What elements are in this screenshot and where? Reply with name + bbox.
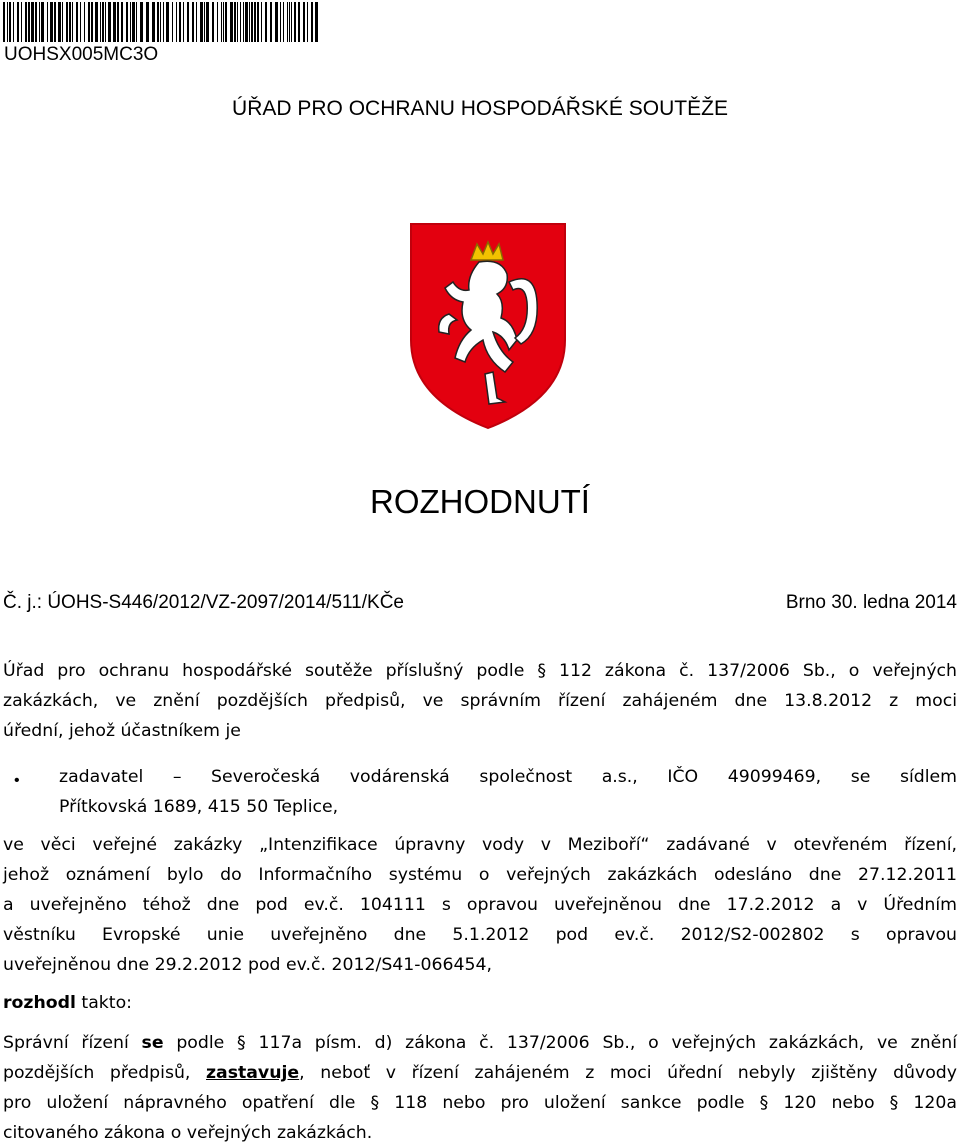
- barcode-bar: [307, 2, 308, 42]
- barcode-bar: [17, 2, 19, 42]
- barcode-bar: [13, 2, 14, 42]
- czech-coat-of-arms-icon: [409, 222, 567, 430]
- barcode-bar: [69, 2, 71, 42]
- verdict-bold-se: se: [141, 1033, 164, 1053]
- intro-line-3: úřední, jehož účastníkem je: [3, 721, 241, 741]
- barcode-bar: [217, 2, 218, 42]
- place-date: Brno 30. ledna 2014: [785, 592, 957, 613]
- office-name: ÚŘAD PRO OCHRANU HOSPODÁŘSKÉ SOUTĚŽE: [232, 97, 728, 120]
- barcode-bar: [62, 2, 63, 42]
- barcode-bar: [39, 2, 40, 42]
- barcode-bar: [160, 2, 161, 42]
- barcode-bar: [88, 2, 90, 42]
- barcode-bar: [230, 2, 233, 42]
- barcode-bar: [221, 2, 222, 42]
- barcode-bar: [166, 2, 169, 42]
- barcode-bar: [91, 2, 93, 42]
- barcode-bar: [289, 2, 290, 42]
- barcode-bar: [287, 2, 288, 42]
- barcode-bar: [113, 2, 116, 42]
- barcode-bar: [108, 2, 111, 42]
- barcode-bar: [50, 2, 53, 42]
- matter-line-3: a uveřejněno téhož dne pod ev.č. 104111 s opravou uveřejněnou dne 17.2.2012 a v Úředním: [3, 895, 957, 915]
- barcode-bar: [204, 2, 205, 42]
- verdict-line-1: [3, 1028, 957, 1058]
- barcode-bar: [146, 2, 149, 42]
- barcode-bar: [196, 2, 197, 42]
- barcode-bar: [35, 2, 37, 42]
- barcode-bar: [126, 2, 128, 42]
- participant-line-1: zadavatel – Severočeská vodárenská společnost a.s., IČO 49099469, se sídlem: [59, 767, 957, 787]
- barcode-bar: [95, 2, 98, 42]
- matter-line-2: jehož oznámení bylo do Informačního systému o veřejných zakázkách odesláno dne 27.12.2011: [3, 865, 957, 885]
- decision-keyword: rozhodl: [3, 993, 76, 1013]
- barcode-bar: [245, 2, 248, 42]
- verdict-text: , neboť v řízení zahájeném z moci úřední nebyly zjištěny důvody: [299, 1063, 958, 1083]
- barcode-bar: [152, 2, 155, 42]
- barcode-bar: [176, 2, 177, 42]
- barcode-bar: [243, 2, 244, 42]
- barcode-bar: [102, 2, 104, 42]
- decision-intro: [3, 988, 957, 1018]
- matter-line-5: uveřejněnou dne 29.2.2012 pod ev.č. 2012/S41-066454,: [3, 955, 492, 975]
- barcode-bar: [47, 2, 48, 42]
- barcode-bar: [121, 2, 123, 42]
- barcode-bar: [183, 2, 184, 42]
- barcode-bar: [270, 2, 272, 42]
- barcode-bar: [21, 2, 22, 42]
- bullet-icon: •: [14, 772, 20, 789]
- barcode-bar: [76, 2, 78, 42]
- barcode-bar: [31, 2, 34, 42]
- barcode-bar: [311, 2, 313, 42]
- barcode-bar: [157, 2, 159, 42]
- barcode-bar: [240, 2, 241, 42]
- barcode-bar: [225, 2, 227, 42]
- barcode-bar: [254, 2, 256, 42]
- verdict-line-3: pro uložení nápravného opatření dle § 118 nebo pro uložení sankce podle § 120 nebo § 120a: [3, 1093, 957, 1113]
- barcode-bar: [66, 2, 68, 42]
- barcode-bar: [261, 2, 262, 42]
- barcode-bar: [212, 2, 214, 42]
- barcode-bar: [303, 2, 305, 42]
- barcode-bar: [234, 2, 236, 42]
- verdict-text: pozdějších předpisů,: [3, 1063, 206, 1083]
- barcode-bar: [172, 2, 173, 42]
- page-title: ROZHODNUTÍ: [370, 483, 590, 520]
- barcode-bar: [265, 2, 267, 42]
- intro-line-1: Úřad pro ochranu hospodářské soutěže příslušný podle § 112 zákona č. 137/2006 Sb., o veřejných: [3, 661, 957, 681]
- barcode-bar: [179, 2, 181, 42]
- barcode-bar: [294, 2, 296, 42]
- matter-line-1: ve věci veřejné zakázky „Intenzifikace úpravny vody v Meziboří“ zadávané v otevřeném řízení,: [3, 835, 957, 855]
- barcode-bar: [187, 2, 189, 42]
- reference-number: Č. j.: ÚOHS-S446/2012/VZ-2097/2014/511/KČe: [3, 592, 404, 613]
- barcode-bar: [283, 2, 284, 42]
- barcode-bar: [9, 2, 11, 42]
- verdict-line-4: citovaného zákona o veřejných zakázkách.: [3, 1123, 373, 1143]
- decision-rest: takto:: [75, 993, 132, 1013]
- barcode-bar: [3, 2, 5, 42]
- participant-line-2: Přítkovská 1689, 415 50 Teplice,: [59, 797, 339, 817]
- barcode-bar: [117, 2, 119, 42]
- barcode-bar: [291, 2, 292, 42]
- barcode-bar: [280, 2, 281, 42]
- barcode-bar: [58, 2, 61, 42]
- barcode-bar: [84, 2, 85, 42]
- barcode-bar: [206, 2, 209, 42]
- barcode-bar: [28, 2, 30, 42]
- barcode-bar: [54, 2, 56, 42]
- barcode-bar: [72, 2, 73, 42]
- barcode-bar: [163, 2, 164, 42]
- verdict-line-2: [3, 1058, 957, 1088]
- barcode-bar: [130, 2, 131, 42]
- barcode-bar: [298, 2, 300, 42]
- barcode-bar: [7, 2, 8, 42]
- barcode-bar: [25, 2, 27, 42]
- verdict-text: podle § 117a písm. d) zákona č. 137/2006 Sb., o veřejných zakázkách, ve znění: [163, 1033, 957, 1053]
- barcode-bar: [237, 2, 238, 42]
- barcode-bar: [249, 2, 250, 42]
- barcode-bar: [80, 2, 81, 42]
- document-id: UOHSX005MC3O: [4, 44, 159, 65]
- barcode-bar: [251, 2, 253, 42]
- barcode-bar: [100, 2, 101, 42]
- barcode-bar: [41, 2, 44, 42]
- verdict-text: Správní řízení: [3, 1033, 142, 1053]
- barcode-bar: [136, 2, 137, 42]
- barcode-bar: [223, 2, 224, 42]
- barcode-bar: [132, 2, 135, 42]
- barcode-bar: [105, 2, 106, 42]
- barcode-bar: [315, 2, 318, 42]
- barcode-bar: [140, 2, 143, 42]
- barcode-bar: [192, 2, 194, 42]
- matter-line-4: věstníku Evropské unie uveřejněno dne 5.1.2012 pod ev.č. 2012/S2-002802 s opravou: [3, 925, 957, 945]
- barcode-bar: [200, 2, 203, 42]
- barcode-bar: [257, 2, 259, 42]
- barcode-bar: [275, 2, 278, 42]
- barcode: [3, 2, 321, 42]
- intro-line-2: zakázkách, ve znění pozdějších předpisů, ve správním řízení zahájeném dne 13.8.2012 z moci: [3, 691, 957, 711]
- verdict-bold-zastavuje: zastavuje: [206, 1063, 300, 1083]
